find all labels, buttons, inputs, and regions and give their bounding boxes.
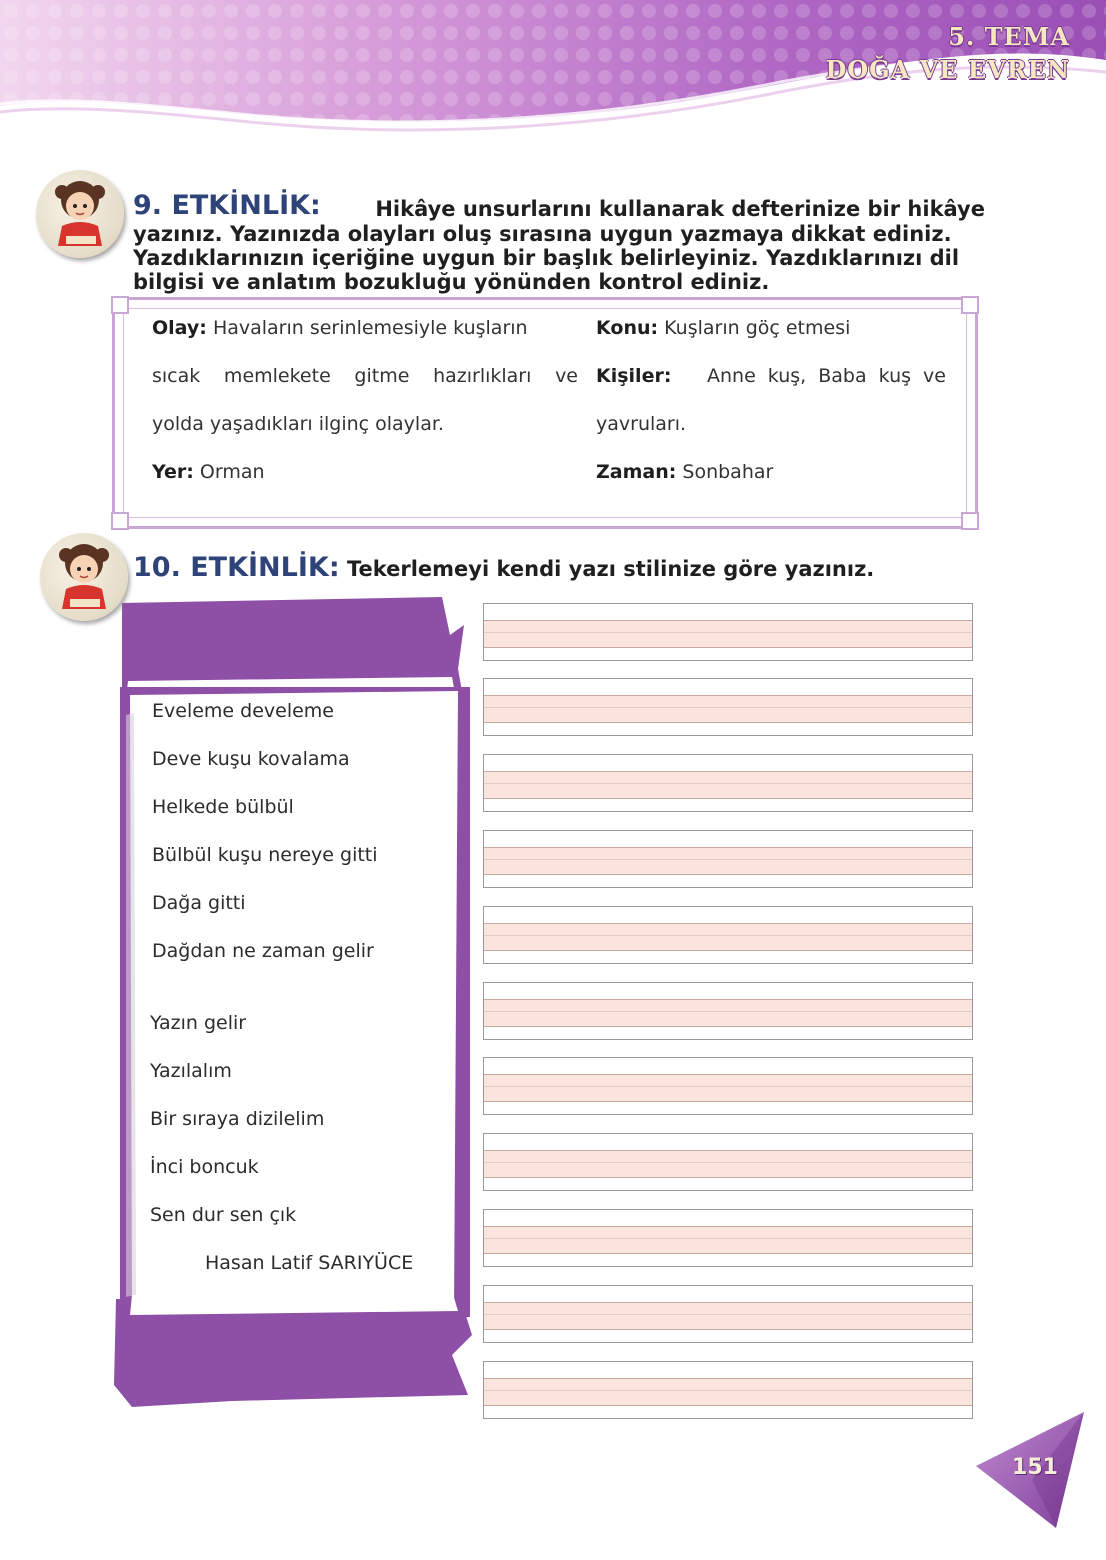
writing-line[interactable] <box>483 603 973 661</box>
poem-line: Dağdan ne zaman gelir <box>152 940 374 962</box>
kisiler-value-line1: Anne kuş, Baba kuş ve <box>706 365 946 387</box>
box-corner-ornament <box>111 296 129 314</box>
konu-label: Konu: <box>596 317 659 339</box>
poem-line: Deve kuşu kovalama <box>152 748 350 770</box>
activity9-line3: Yazdıklarınızın içeriğine uygun bir başlık belirleyiniz. Yazdıklarınızı dil <box>133 246 960 270</box>
writing-line[interactable] <box>483 1361 973 1419</box>
konu-value: Kuşların göç etmesi <box>664 317 851 339</box>
zaman-label: Zaman: <box>596 461 677 483</box>
activity9-line2: yazınız. Yazınızda olayları oluş sırasına uygun yazmaya dikkat ediniz. <box>133 222 952 246</box>
poem-line: Yazılalım <box>150 1060 232 1082</box>
poem-line: Eveleme develeme <box>152 700 334 722</box>
poem-line: Yazın gelir <box>150 1012 247 1034</box>
activity9-number: 9. ETKİNLİK: <box>133 190 321 221</box>
zaman-row <box>596 460 773 484</box>
page-number: 151 <box>1012 1455 1058 1480</box>
writing-line[interactable] <box>483 754 973 812</box>
activity10-instruction: Tekerlemeyi kendi yazı stilinize göre yazınız. <box>346 557 875 581</box>
writing-line[interactable] <box>483 1057 973 1115</box>
poem-line: Bir sıraya dizilelim <box>150 1108 325 1130</box>
writing-line[interactable] <box>483 678 973 736</box>
theme-number: 5. TEMA <box>948 22 1070 51</box>
theme-title <box>825 20 1070 86</box>
konu-row <box>596 316 850 340</box>
poem-line: Bülbül kuşu nereye gitti <box>152 844 378 866</box>
writing-line[interactable] <box>483 1285 973 1343</box>
activity10-number: 10. ETKİNLİK: <box>133 552 340 583</box>
olay-value-line2: sıcak memlekete gitme hazırlıkları ve <box>152 365 578 387</box>
writing-line[interactable] <box>483 1209 973 1267</box>
activity10-title <box>133 552 875 583</box>
kisiler-label: Kişiler: <box>596 365 672 387</box>
writing-line[interactable] <box>483 830 973 888</box>
kisiler-row <box>596 364 946 388</box>
poem-line: Helkede bülbül <box>152 796 294 818</box>
yer-label: Yer: <box>152 461 194 483</box>
activity9-title <box>133 190 985 221</box>
activity9-line1: Hikâye unsurlarını kullanarak defterinize bir hikâye <box>375 197 985 221</box>
yer-value: Orman <box>199 461 265 483</box>
poem-line: Dağa gitti <box>152 892 246 914</box>
writing-line[interactable] <box>483 1133 973 1191</box>
writing-line[interactable] <box>483 982 973 1040</box>
activity9-line4: bilgisi ve anlatım bozukluğu yönünden kontrol ediniz. <box>133 270 770 294</box>
box-corner-ornament <box>961 512 979 530</box>
olay-label: Olay: <box>152 317 207 339</box>
writing-line[interactable] <box>483 906 973 964</box>
olay-value-line3: yolda yaşadıkları ilginç olaylar. <box>152 413 444 435</box>
girl-avatar-icon <box>36 170 124 258</box>
olay-line2 <box>152 364 578 388</box>
kisiler-value-line2: yavruları. <box>596 413 687 435</box>
header-banner <box>0 0 1106 150</box>
poem-author: Hasan Latif SARIYÜCE <box>205 1252 414 1274</box>
theme-name: DOĞA VE EVREN <box>825 55 1070 84</box>
olay-value-line1: Havaların serinlemesiyle kuşların <box>212 317 528 339</box>
poem-line: İnci boncuk <box>150 1156 259 1178</box>
poem-line: Sen dur sen çık <box>150 1204 297 1226</box>
box-corner-ornament <box>111 512 129 530</box>
zaman-value: Sonbahar <box>682 461 774 483</box>
box-corner-ornament <box>961 296 979 314</box>
yer-row <box>152 460 265 484</box>
olay-line1 <box>152 316 528 340</box>
